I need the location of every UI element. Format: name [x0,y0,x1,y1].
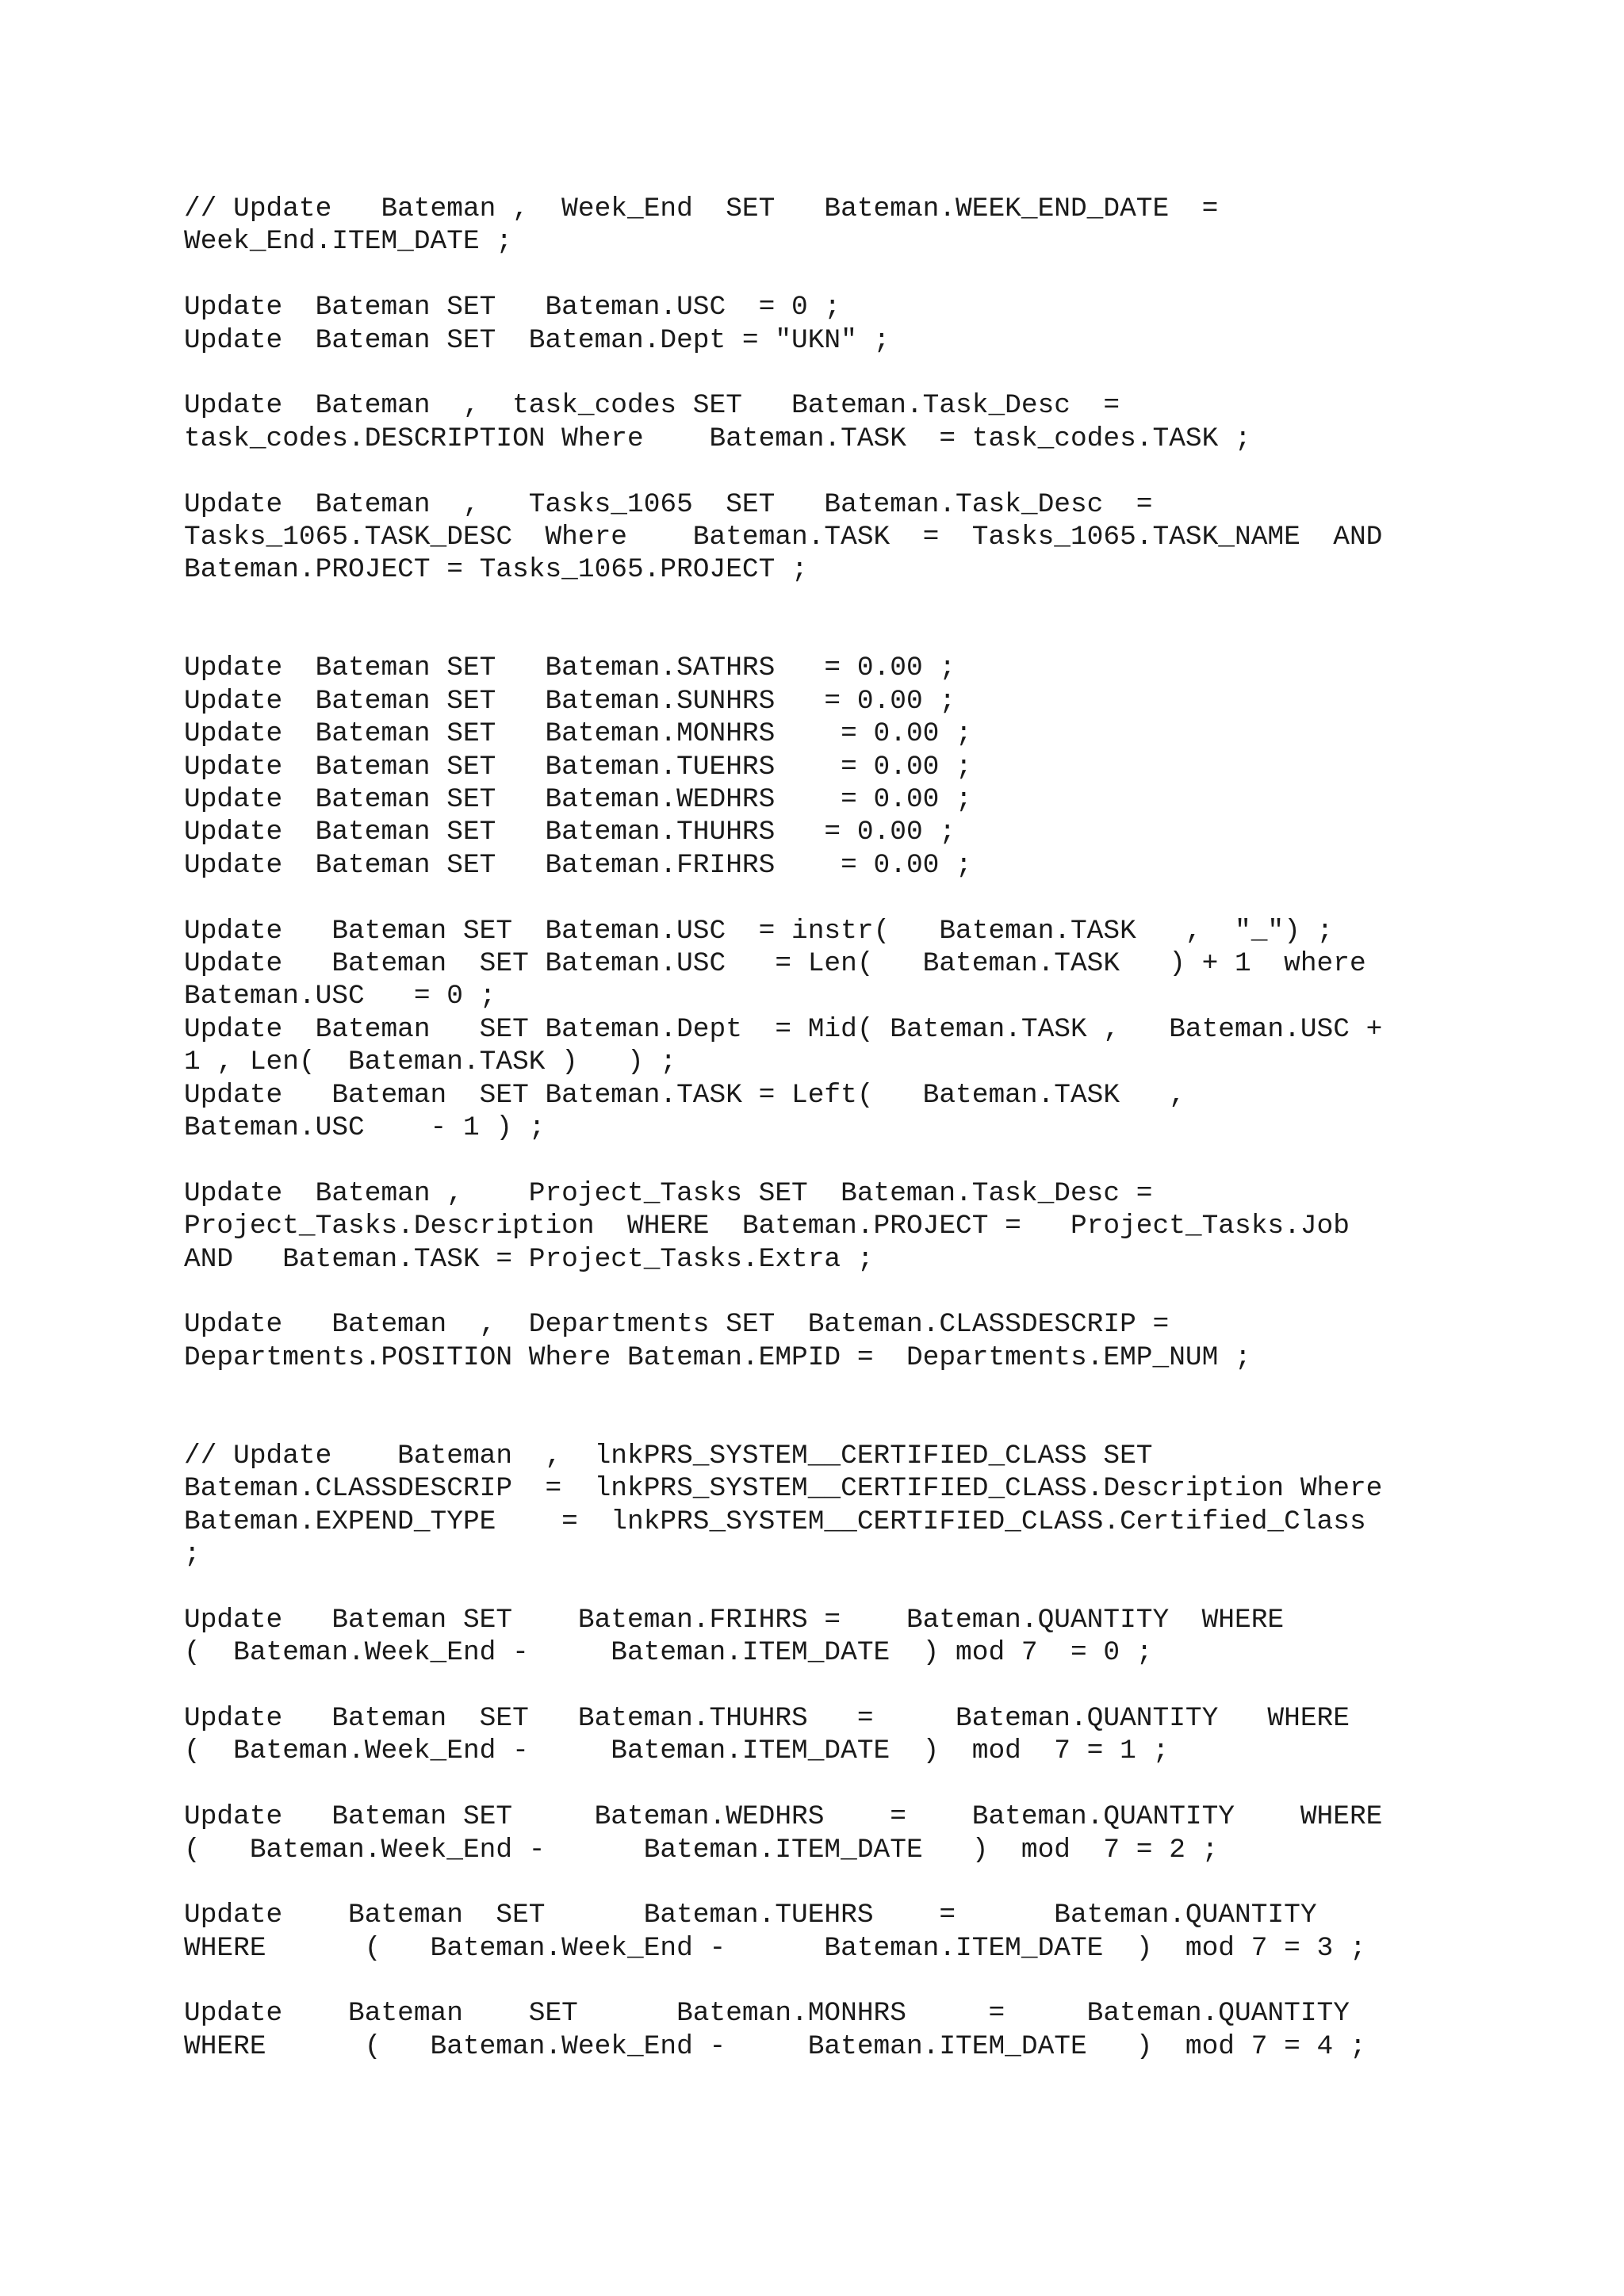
code-line: Update Bateman , Project_Tasks SET Bateman.Task_Desc = [184,1177,1153,1209]
code-line: Update Bateman , task_codes SET Bateman.Task_Desc = [184,390,1120,422]
code-line: Update Bateman SET Bateman.MONHRS = Bateman.QUANTITY [184,1998,1350,2030]
code-line: Update Bateman SET Bateman.TUEHRS = 0.00 ; [184,751,972,783]
code-line: ( Bateman.Week_End - Bateman.ITEM_DATE ) mod 7 = 0 ; [184,1637,1153,1669]
code-line [184,882,1453,914]
code-line: AND Bateman.TASK = Project_Tasks.Extra ; [184,1243,874,1275]
code-line [184,1866,1453,1899]
code-line: Update Bateman SET Bateman.USC = 0 ; [184,292,841,323]
code-line: ( Bateman.Week_End - Bateman.ITEM_DATE ) mod 7 = 2 ; [184,1834,1219,1866]
code-line: Update Bateman SET Bateman.USC = Len( Bateman.TASK ) + 1 where [184,947,1366,979]
code-line: Update Bateman SET Bateman.THUHRS = Bateman.QUANTITY WHERE [184,1702,1350,1734]
code-line: Update Bateman SET Bateman.MONHRS = 0.00 ; [184,718,972,750]
code-line: ( Bateman.Week_End - Bateman.ITEM_DATE ) mod 7 = 1 ; [184,1735,1170,1767]
code-line [184,1144,1453,1177]
code-line [184,455,1453,488]
code-line: Update Bateman , Departments SET Bateman.CLASSDESCRIP = [184,1309,1170,1341]
code-line: Update Bateman SET Bateman.WEDHRS = Bateman.QUANTITY WHERE [184,1801,1383,1833]
code-line: Update Bateman SET Bateman.Dept = Mid( Bateman.TASK , Bateman.USC + [184,1013,1383,1045]
code-line: Departments.POSITION Where Bateman.EMPID = Departments.EMP_NUM ; [184,1341,1251,1373]
code-line: Update Bateman SET Bateman.SATHRS = 0.00 ; [184,652,956,684]
code-line [184,1571,1453,1603]
code-line: Update Bateman SET Bateman.TUEHRS = Bateman.QUANTITY [184,1900,1317,1931]
code-line [184,1768,1453,1800]
code-line: Bateman.PROJECT = Tasks_1065.PROJECT ; [184,554,808,586]
code-line [184,619,1453,652]
code-line [184,1406,1453,1439]
code-line [184,1374,1453,1406]
code-line: Update Bateman SET Bateman.Dept = "UKN" ; [184,324,891,356]
code-line: Bateman.USC = 0 ; [184,981,496,1012]
code-line: Update Bateman SET Bateman.TASK = Left( Bateman.TASK , [184,1079,1185,1111]
code-line [184,258,1453,291]
code-line: Bateman.EXPEND_TYPE = lnkPRS_SYSTEM__CERTIFIED_CLASS.Certified_Class [184,1506,1366,1537]
code-line: Bateman.CLASSDESCRIP = lnkPRS_SYSTEM__CERTIFIED_CLASS.Description Where [184,1473,1383,1505]
code-line: Tasks_1065.TASK_DESC Where Bateman.TASK = Tasks_1065.TASK_NAME AND [184,521,1383,553]
code-line: Update Bateman , Tasks_1065 SET Bateman.Task_Desc = [184,488,1153,520]
code-line [184,1965,1453,1997]
code-line: WHERE ( Bateman.Week_End - Bateman.ITEM_DATE ) mod 7 = 4 ; [184,2030,1366,2062]
code-line: Bateman.USC - 1 ) ; [184,1112,546,1143]
code-line: Update Bateman SET Bateman.FRIHRS = Bateman.QUANTITY WHERE [184,1604,1285,1636]
code-line: Update Bateman SET Bateman.WEDHRS = 0.00 ; [184,784,972,816]
sql-code-block [184,193,1453,2063]
code-line: Update Bateman SET Bateman.USC = instr( Bateman.TASK , "_") ; [184,915,1334,947]
code-line: // Update Bateman , Week_End SET Bateman.WEEK_END_DATE = [184,193,1219,224]
code-line: WHERE ( Bateman.Week_End - Bateman.ITEM_DATE ) mod 7 = 3 ; [184,1932,1366,1964]
code-line: Project_Tasks.Description WHERE Bateman.PROJECT = Project_Tasks.Job [184,1211,1350,1242]
code-line: Update Bateman SET Bateman.THUHRS = 0.00 ; [184,817,956,848]
code-line [184,1276,1453,1308]
code-line [184,587,1453,619]
code-line: Update Bateman SET Bateman.FRIHRS = 0.00 ; [184,849,972,881]
code-line: task_codes.DESCRIPTION Where Bateman.TASK = task_codes.TASK ; [184,423,1251,454]
code-line: Week_End.ITEM_DATE ; [184,226,513,258]
code-line: // Update Bateman , lnkPRS_SYSTEM__CERTIFIED_CLASS SET [184,1440,1153,1471]
code-line: Update Bateman SET Bateman.SUNHRS = 0.00 ; [184,685,956,717]
code-line: ; [184,1539,201,1571]
code-line: 1 , Len( Bateman.TASK ) ) ; [184,1047,677,1078]
code-line [184,1670,1453,1702]
code-line [184,357,1453,389]
